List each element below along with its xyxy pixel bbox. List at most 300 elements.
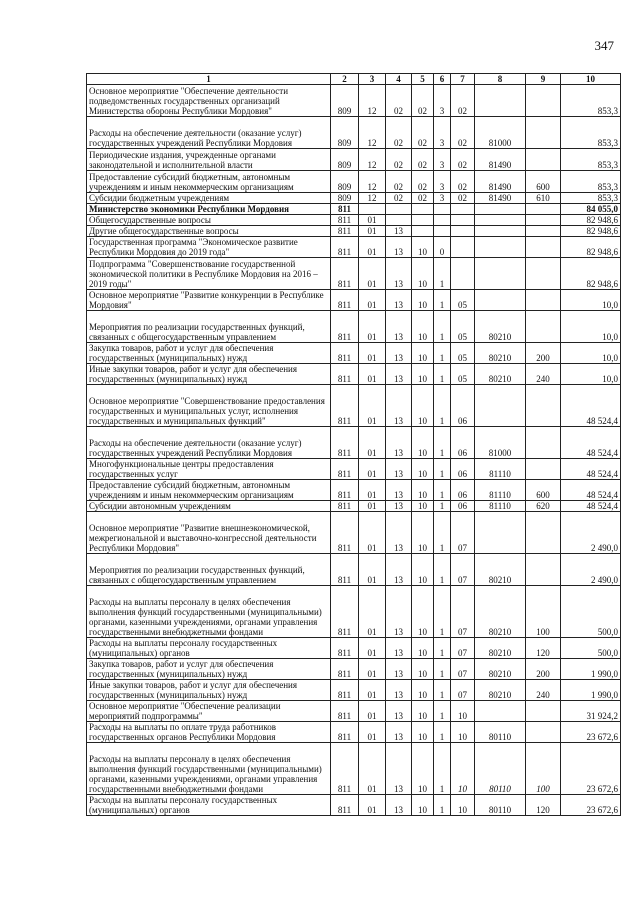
code-cell: 13 bbox=[386, 554, 412, 586]
code-cell bbox=[434, 215, 451, 226]
code-cell bbox=[526, 215, 561, 226]
code-cell: 07 bbox=[451, 659, 475, 680]
code-cell: 07 bbox=[451, 586, 475, 638]
amount-cell: 23 672,6 bbox=[561, 795, 621, 816]
code-cell: 05 bbox=[451, 290, 475, 311]
code-cell: 02 bbox=[386, 85, 412, 117]
table-row bbox=[87, 427, 621, 459]
budget-table bbox=[86, 73, 621, 816]
code-cell: 620 bbox=[526, 501, 561, 512]
code-cell: 10 bbox=[451, 701, 475, 722]
table-row bbox=[87, 722, 621, 743]
code-cell: 13 bbox=[386, 364, 412, 385]
code-cell: 02 bbox=[386, 171, 412, 193]
code-cell: 01 bbox=[359, 385, 386, 427]
amount-cell: 853,3 bbox=[561, 171, 621, 193]
code-cell: 81110 bbox=[475, 459, 526, 480]
code-cell: 811 bbox=[331, 480, 359, 501]
code-cell: 10 bbox=[412, 638, 434, 659]
table-row bbox=[87, 343, 621, 364]
row-name-cell: Субсидии бюджетным учреждениям bbox=[87, 193, 331, 204]
code-cell bbox=[451, 215, 475, 226]
code-cell: 811 bbox=[331, 215, 359, 226]
code-cell: 81000 bbox=[475, 427, 526, 459]
code-cell bbox=[526, 701, 561, 722]
code-cell: 81110 bbox=[475, 480, 526, 501]
code-cell: 13 bbox=[386, 512, 412, 554]
code-cell: 01 bbox=[359, 258, 386, 290]
code-cell: 13 bbox=[386, 237, 412, 258]
code-cell: 01 bbox=[359, 586, 386, 638]
code-cell: 1 bbox=[434, 459, 451, 480]
code-cell: 10 bbox=[412, 512, 434, 554]
code-cell: 10 bbox=[412, 480, 434, 501]
code-cell: 10 bbox=[412, 586, 434, 638]
code-cell: 809 bbox=[331, 149, 359, 171]
amount-cell: 2 490,0 bbox=[561, 512, 621, 554]
code-cell bbox=[359, 204, 386, 215]
row-name-cell: Подпрограмма "Совершенствование государственной экономической политики в Республике Мордовия на 2016 – 2019 годы" bbox=[87, 258, 331, 290]
code-cell: 10 bbox=[412, 290, 434, 311]
table-row bbox=[87, 480, 621, 501]
code-cell: 07 bbox=[451, 554, 475, 586]
code-cell: 240 bbox=[526, 364, 561, 385]
code-cell: 12 bbox=[359, 193, 386, 204]
code-cell: 01 bbox=[359, 501, 386, 512]
table-row bbox=[87, 85, 621, 117]
code-cell: 13 bbox=[386, 680, 412, 701]
code-cell: 80210 bbox=[475, 586, 526, 638]
table-row bbox=[87, 171, 621, 193]
code-cell: 10 bbox=[412, 795, 434, 816]
code-cell: 02 bbox=[451, 171, 475, 193]
amount-cell: 10,0 bbox=[561, 290, 621, 311]
code-cell bbox=[475, 512, 526, 554]
code-cell: 811 bbox=[331, 701, 359, 722]
code-cell: 1 bbox=[434, 385, 451, 427]
code-cell: 02 bbox=[412, 149, 434, 171]
code-cell bbox=[526, 459, 561, 480]
amount-cell: 853,3 bbox=[561, 149, 621, 171]
code-cell: 811 bbox=[331, 364, 359, 385]
code-cell: 811 bbox=[331, 311, 359, 343]
code-cell: 811 bbox=[331, 204, 359, 215]
code-cell: 13 bbox=[386, 701, 412, 722]
header-cell: 1 bbox=[87, 74, 331, 85]
code-cell: 10 bbox=[412, 743, 434, 795]
code-cell: 12 bbox=[359, 171, 386, 193]
code-cell bbox=[451, 226, 475, 237]
amount-cell: 2 490,0 bbox=[561, 554, 621, 586]
code-cell: 01 bbox=[359, 554, 386, 586]
code-cell: 13 bbox=[386, 226, 412, 237]
code-cell: 1 bbox=[434, 638, 451, 659]
code-cell: 1 bbox=[434, 743, 451, 795]
code-cell: 01 bbox=[359, 680, 386, 701]
code-cell: 811 bbox=[331, 795, 359, 816]
code-cell bbox=[475, 226, 526, 237]
code-cell: 01 bbox=[359, 290, 386, 311]
page-number: 347 bbox=[594, 38, 614, 53]
code-cell bbox=[386, 215, 412, 226]
code-cell: 10 bbox=[412, 427, 434, 459]
code-cell: 13 bbox=[386, 311, 412, 343]
amount-cell: 48 524,4 bbox=[561, 427, 621, 459]
table-row bbox=[87, 258, 621, 290]
code-cell: 06 bbox=[451, 459, 475, 480]
row-name-cell: Расходы на выплаты персоналу государственных (муниципальных) органов bbox=[87, 638, 331, 659]
table-row bbox=[87, 117, 621, 149]
row-name-cell: Иные закупки товаров, работ и услуг для обеспечения государственных (муниципальных) нужд bbox=[87, 364, 331, 385]
code-cell: 07 bbox=[451, 638, 475, 659]
code-cell: 10 bbox=[412, 659, 434, 680]
code-cell: 1 bbox=[434, 722, 451, 743]
code-cell: 81490 bbox=[475, 149, 526, 171]
code-cell: 80210 bbox=[475, 638, 526, 659]
code-cell: 13 bbox=[386, 480, 412, 501]
code-cell: 80110 bbox=[475, 743, 526, 795]
row-name-cell: Расходы на выплаты по оплате труда работников государственных органов Республики Мордовия bbox=[87, 722, 331, 743]
code-cell: 02 bbox=[386, 117, 412, 149]
code-cell: 10 bbox=[412, 343, 434, 364]
code-cell bbox=[526, 290, 561, 311]
code-cell: 81000 bbox=[475, 117, 526, 149]
code-cell bbox=[386, 204, 412, 215]
code-cell: 811 bbox=[331, 258, 359, 290]
row-name-cell: Основное мероприятие "Развитие внешнеэкономической, межрегиональной и выставочно-конгрессной деятельности Республики Мордовия" bbox=[87, 512, 331, 554]
code-cell bbox=[526, 258, 561, 290]
code-cell: 13 bbox=[386, 501, 412, 512]
row-name-cell: Расходы на выплаты персоналу в целях обеспечения выполнения функций государственными (муниципальными) органами, казенными учреждениями, органами управления государственными внебюджетными фондами bbox=[87, 586, 331, 638]
code-cell: 120 bbox=[526, 638, 561, 659]
code-cell: 809 bbox=[331, 193, 359, 204]
code-cell: 10 bbox=[412, 237, 434, 258]
code-cell bbox=[451, 237, 475, 258]
table-row bbox=[87, 680, 621, 701]
code-cell: 01 bbox=[359, 427, 386, 459]
code-cell: 13 bbox=[386, 659, 412, 680]
table-row bbox=[87, 311, 621, 343]
code-cell: 02 bbox=[451, 193, 475, 204]
code-cell: 06 bbox=[451, 501, 475, 512]
code-cell: 811 bbox=[331, 501, 359, 512]
code-cell: 13 bbox=[386, 638, 412, 659]
code-cell: 01 bbox=[359, 215, 386, 226]
code-cell: 01 bbox=[359, 237, 386, 258]
code-cell: 1 bbox=[434, 680, 451, 701]
code-cell: 10 bbox=[412, 722, 434, 743]
amount-cell: 10,0 bbox=[561, 364, 621, 385]
code-cell: 13 bbox=[386, 385, 412, 427]
row-name-cell: Закупка товаров, работ и услуг для обеспечения государственных (муниципальных) нужд bbox=[87, 659, 331, 680]
code-cell: 02 bbox=[386, 193, 412, 204]
header-cell: 10 bbox=[561, 74, 621, 85]
header-cell: 2 bbox=[331, 74, 359, 85]
code-cell bbox=[434, 204, 451, 215]
code-cell: 80210 bbox=[475, 364, 526, 385]
amount-cell: 500,0 bbox=[561, 586, 621, 638]
code-cell: 809 bbox=[331, 85, 359, 117]
code-cell: 13 bbox=[386, 258, 412, 290]
table-row bbox=[87, 290, 621, 311]
code-cell: 1 bbox=[434, 701, 451, 722]
code-cell: 02 bbox=[451, 149, 475, 171]
code-cell: 13 bbox=[386, 743, 412, 795]
code-cell: 05 bbox=[451, 343, 475, 364]
code-cell: 13 bbox=[386, 343, 412, 364]
code-cell bbox=[475, 85, 526, 117]
code-cell: 10 bbox=[451, 743, 475, 795]
code-cell bbox=[526, 311, 561, 343]
code-cell: 06 bbox=[451, 427, 475, 459]
amount-cell: 48 524,4 bbox=[561, 459, 621, 480]
code-cell: 811 bbox=[331, 427, 359, 459]
code-cell bbox=[526, 385, 561, 427]
row-name-cell: Основное мероприятие "Обеспечение реализации мероприятий подпрограммы" bbox=[87, 701, 331, 722]
code-cell bbox=[475, 237, 526, 258]
amount-cell: 853,3 bbox=[561, 193, 621, 204]
row-name-cell: Министерство экономики Республики Мордовия bbox=[87, 204, 331, 215]
code-cell: 81110 bbox=[475, 501, 526, 512]
code-cell: 80210 bbox=[475, 311, 526, 343]
code-cell: 3 bbox=[434, 193, 451, 204]
code-cell: 01 bbox=[359, 701, 386, 722]
code-cell: 13 bbox=[386, 459, 412, 480]
code-cell: 600 bbox=[526, 171, 561, 193]
code-cell: 811 bbox=[331, 659, 359, 680]
code-cell: 200 bbox=[526, 659, 561, 680]
header-cell: 6 bbox=[434, 74, 451, 85]
code-cell: 10 bbox=[412, 258, 434, 290]
code-cell: 01 bbox=[359, 743, 386, 795]
code-cell: 10 bbox=[451, 795, 475, 816]
code-cell: 0 bbox=[434, 237, 451, 258]
header-cell: 8 bbox=[475, 74, 526, 85]
amount-cell: 23 672,6 bbox=[561, 722, 621, 743]
code-cell: 811 bbox=[331, 459, 359, 480]
amount-cell: 48 524,4 bbox=[561, 385, 621, 427]
code-cell: 80210 bbox=[475, 554, 526, 586]
row-name-cell: Предоставление субсидий бюджетным, автономным учреждениям и иным некоммерческим организациям bbox=[87, 171, 331, 193]
row-name-cell: Другие общегосударственные вопросы bbox=[87, 226, 331, 237]
code-cell: 3 bbox=[434, 85, 451, 117]
code-cell: 07 bbox=[451, 512, 475, 554]
code-cell: 10 bbox=[412, 311, 434, 343]
row-name-cell: Общегосударственные вопросы bbox=[87, 215, 331, 226]
row-name-cell: Основное мероприятие "Совершенствование предоставления государственных и муниципальных услуг, исполнения государственных и муниципальных функций" bbox=[87, 385, 331, 427]
code-cell: 811 bbox=[331, 226, 359, 237]
code-cell: 13 bbox=[386, 290, 412, 311]
code-cell: 1 bbox=[434, 290, 451, 311]
row-name-cell: Мероприятия по реализации государственных функций, связанных с общегосударственным управлением bbox=[87, 311, 331, 343]
code-cell: 811 bbox=[331, 586, 359, 638]
amount-cell: 82 948,6 bbox=[561, 237, 621, 258]
code-cell: 1 bbox=[434, 512, 451, 554]
row-name-cell: Расходы на обеспечение деятельности (оказание услуг) государственных учреждений Республики Мордовия bbox=[87, 427, 331, 459]
code-cell: 1 bbox=[434, 427, 451, 459]
code-cell: 01 bbox=[359, 311, 386, 343]
code-cell: 13 bbox=[386, 427, 412, 459]
code-cell: 02 bbox=[412, 193, 434, 204]
code-cell: 13 bbox=[386, 795, 412, 816]
table-row bbox=[87, 215, 621, 226]
row-name-cell: Основное мероприятие "Обеспечение деятельности подведомственных государственных организаций Министерства обороны Республики Мордовия" bbox=[87, 85, 331, 117]
code-cell: 80210 bbox=[475, 680, 526, 701]
table-header-row bbox=[87, 74, 621, 85]
code-cell: 1 bbox=[434, 311, 451, 343]
code-cell: 80210 bbox=[475, 659, 526, 680]
header-cell: 4 bbox=[386, 74, 412, 85]
code-cell bbox=[526, 237, 561, 258]
code-cell bbox=[526, 427, 561, 459]
row-name-cell: Предоставление субсидий бюджетным, автономным учреждениям и иным некоммерческим организациям bbox=[87, 480, 331, 501]
code-cell: 1 bbox=[434, 795, 451, 816]
row-name-cell: Субсидии автономным учреждениям bbox=[87, 501, 331, 512]
amount-cell: 82 948,6 bbox=[561, 215, 621, 226]
amount-cell: 10,0 bbox=[561, 343, 621, 364]
code-cell: 100 bbox=[526, 586, 561, 638]
code-cell: 811 bbox=[331, 237, 359, 258]
row-name-cell: Многофункциональные центры предоставления государственных услуг bbox=[87, 459, 331, 480]
code-cell: 12 bbox=[359, 149, 386, 171]
code-cell: 10 bbox=[451, 722, 475, 743]
code-cell: 10 bbox=[412, 501, 434, 512]
code-cell bbox=[475, 701, 526, 722]
code-cell: 3 bbox=[434, 117, 451, 149]
amount-cell: 48 524,4 bbox=[561, 480, 621, 501]
code-cell bbox=[526, 117, 561, 149]
code-cell: 10 bbox=[412, 364, 434, 385]
code-cell: 10 bbox=[412, 554, 434, 586]
code-cell bbox=[526, 85, 561, 117]
code-cell: 1 bbox=[434, 258, 451, 290]
table-row bbox=[87, 554, 621, 586]
code-cell bbox=[526, 554, 561, 586]
code-cell: 3 bbox=[434, 171, 451, 193]
code-cell: 809 bbox=[331, 117, 359, 149]
code-cell: 01 bbox=[359, 512, 386, 554]
table-row bbox=[87, 638, 621, 659]
code-cell: 80110 bbox=[475, 795, 526, 816]
code-cell: 610 bbox=[526, 193, 561, 204]
code-cell bbox=[412, 226, 434, 237]
code-cell: 81490 bbox=[475, 193, 526, 204]
code-cell: 10 bbox=[412, 459, 434, 480]
code-cell: 811 bbox=[331, 554, 359, 586]
table-row bbox=[87, 364, 621, 385]
table-row bbox=[87, 385, 621, 427]
code-cell: 10 bbox=[412, 385, 434, 427]
code-cell bbox=[451, 204, 475, 215]
amount-cell: 82 948,6 bbox=[561, 226, 621, 237]
code-cell: 01 bbox=[359, 343, 386, 364]
code-cell: 13 bbox=[386, 586, 412, 638]
code-cell bbox=[526, 512, 561, 554]
code-cell: 01 bbox=[359, 226, 386, 237]
code-cell: 01 bbox=[359, 722, 386, 743]
header-cell: 5 bbox=[412, 74, 434, 85]
code-cell bbox=[526, 204, 561, 215]
amount-cell: 1 990,0 bbox=[561, 680, 621, 701]
code-cell: 811 bbox=[331, 512, 359, 554]
code-cell: 80110 bbox=[475, 722, 526, 743]
table-row bbox=[87, 501, 621, 512]
row-name-cell: Иные закупки товаров, работ и услуг для обеспечения государственных (муниципальных) нужд bbox=[87, 680, 331, 701]
code-cell: 01 bbox=[359, 480, 386, 501]
code-cell: 10 bbox=[412, 680, 434, 701]
amount-cell: 82 948,6 bbox=[561, 258, 621, 290]
amount-cell: 23 672,6 bbox=[561, 743, 621, 795]
code-cell: 81490 bbox=[475, 171, 526, 193]
code-cell: 1 bbox=[434, 364, 451, 385]
code-cell: 811 bbox=[331, 385, 359, 427]
row-name-cell: Расходы на обеспечение деятельности (оказание услуг) государственных учреждений Республики Мордовия bbox=[87, 117, 331, 149]
code-cell: 809 bbox=[331, 171, 359, 193]
code-cell: 811 bbox=[331, 290, 359, 311]
code-cell: 01 bbox=[359, 659, 386, 680]
row-name-cell: Основное мероприятие "Развитие конкуренции в Республике Мордовия" bbox=[87, 290, 331, 311]
code-cell: 01 bbox=[359, 795, 386, 816]
code-cell: 02 bbox=[412, 171, 434, 193]
code-cell bbox=[526, 149, 561, 171]
code-cell: 02 bbox=[412, 117, 434, 149]
amount-cell: 48 524,4 bbox=[561, 501, 621, 512]
table-row bbox=[87, 795, 621, 816]
amount-cell: 31 924,2 bbox=[561, 701, 621, 722]
table-row bbox=[87, 743, 621, 795]
code-cell bbox=[412, 204, 434, 215]
row-name-cell: Расходы на выплаты персоналу в целях обеспечения выполнения функций государственными (муниципальными) органами, казенными учреждениями, органами управления государственными внебюджетными фондами bbox=[87, 743, 331, 795]
code-cell bbox=[475, 215, 526, 226]
code-cell: 80210 bbox=[475, 343, 526, 364]
code-cell bbox=[412, 215, 434, 226]
amount-cell: 10,0 bbox=[561, 311, 621, 343]
table-row bbox=[87, 586, 621, 638]
code-cell: 3 bbox=[434, 149, 451, 171]
code-cell: 200 bbox=[526, 343, 561, 364]
header-cell: 3 bbox=[359, 74, 386, 85]
code-cell: 10 bbox=[412, 701, 434, 722]
row-name-cell: Государственная программа "Экономическое развитие Республики Мордовия до 2019 года" bbox=[87, 237, 331, 258]
row-name-cell: Закупка товаров, работ и услуг для обеспечения государственных (муниципальных) нужд bbox=[87, 343, 331, 364]
amount-cell: 1 990,0 bbox=[561, 659, 621, 680]
table-row bbox=[87, 204, 621, 215]
table-row bbox=[87, 659, 621, 680]
code-cell: 02 bbox=[412, 85, 434, 117]
code-cell bbox=[475, 204, 526, 215]
code-cell: 05 bbox=[451, 311, 475, 343]
code-cell: 01 bbox=[359, 364, 386, 385]
code-cell: 1 bbox=[434, 659, 451, 680]
header-cell: 9 bbox=[526, 74, 561, 85]
code-cell: 13 bbox=[386, 722, 412, 743]
code-cell: 1 bbox=[434, 480, 451, 501]
code-cell: 811 bbox=[331, 343, 359, 364]
code-cell bbox=[526, 226, 561, 237]
code-cell bbox=[475, 385, 526, 427]
code-cell: 06 bbox=[451, 480, 475, 501]
amount-cell: 853,3 bbox=[561, 117, 621, 149]
amount-cell: 84 055,0 bbox=[561, 204, 621, 215]
table-body bbox=[87, 85, 621, 816]
code-cell: 120 bbox=[526, 795, 561, 816]
table-row bbox=[87, 226, 621, 237]
code-cell: 12 bbox=[359, 85, 386, 117]
table-row bbox=[87, 459, 621, 480]
code-cell: 811 bbox=[331, 680, 359, 701]
row-name-cell: Периодические издания, учрежденные органами законодательной и исполнительной власти bbox=[87, 149, 331, 171]
code-cell bbox=[526, 722, 561, 743]
